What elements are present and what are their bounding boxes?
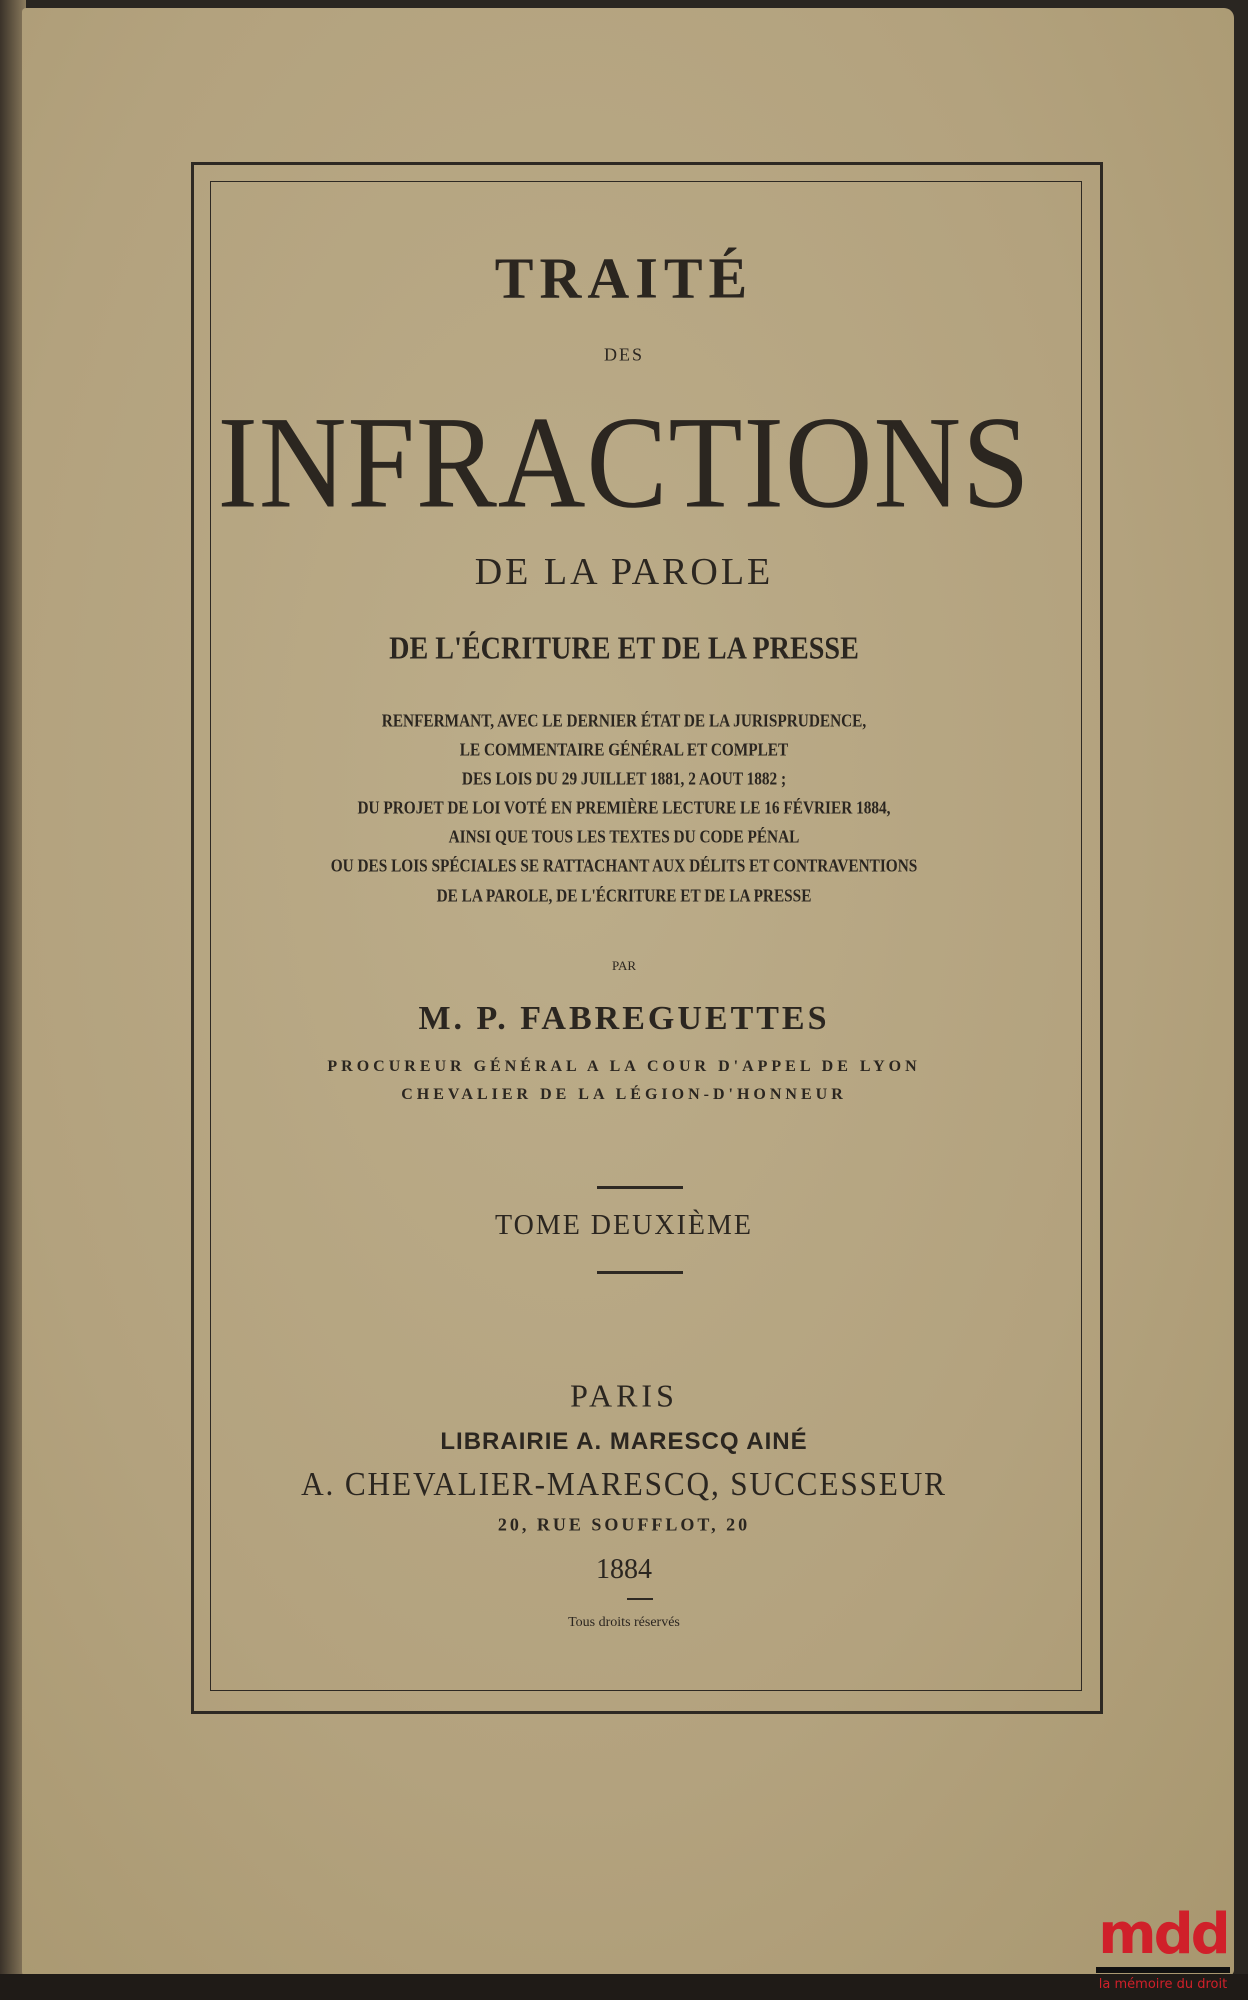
title-parole: DE LA PAROLE xyxy=(474,551,774,593)
publisher-successor: A. CHEVALIER-MARESCQ, SUCCESSEUR xyxy=(301,1466,947,1503)
author-name: M. P. FABREGUETTES xyxy=(418,1000,830,1037)
description-line: RENFERMANT, AVEC LE DERNIER ÉTAT DE LA JURISPRUDENCE, xyxy=(381,710,867,731)
author-role: PROCUREUR GÉNÉRAL A LA COUR D'APPEL DE LYON xyxy=(327,1058,921,1075)
mdd-logo xyxy=(1088,1902,1238,1992)
description-line: OU DES LOIS SPÉCIALES SE RATTACHANT AUX DÉLITS ET CONTRAVENTIONS xyxy=(330,855,918,876)
publisher-address: 20, RUE SOUFFLOT, 20 xyxy=(497,1514,751,1535)
rights-notice: Tous droits réservés xyxy=(568,1615,680,1630)
publisher-city: PARIS xyxy=(570,1377,678,1414)
description-line: DES LOIS DU 29 JUILLET 1881, 2 AOUT 1882 ; xyxy=(461,768,787,789)
divider xyxy=(597,1271,683,1274)
author-by: PAR xyxy=(611,958,637,973)
title-ecriture-presse: DE L'ÉCRITURE ET DE LA PRESSE xyxy=(389,629,859,666)
title-des: DES xyxy=(603,344,644,365)
volume-label: TOME DEUXIÈME xyxy=(494,1210,753,1241)
publication-year: 1884 xyxy=(596,1554,652,1585)
divider xyxy=(627,1598,653,1600)
logo-bar xyxy=(1096,1967,1230,1973)
publisher-name: LIBRAIRIE A. MARESCQ AINÉ xyxy=(440,1428,808,1455)
description-line: LE COMMENTAIRE GÉNÉRAL ET COMPLET xyxy=(459,739,789,760)
title-traite: TRAITÉ xyxy=(494,245,754,311)
divider xyxy=(597,1186,683,1189)
description-line: DU PROJET DE LOI VOTÉ EN PREMIÈRE LECTURE LE 16 FÉVRIER 1884, xyxy=(357,797,891,818)
author-distinction: CHEVALIER DE LA LÉGION-D'HONNEUR xyxy=(401,1086,847,1103)
logo-mark: mdd xyxy=(1098,1902,1228,1967)
title-infractions: INFRACTIONS xyxy=(217,388,1031,536)
description-line: AINSI QUE TOUS LES TEXTES DU CODE PÉNAL xyxy=(448,826,800,847)
scan-edge xyxy=(0,1974,1248,2000)
description-line: DE LA PAROLE, DE L'ÉCRITURE ET DE LA PRESSE xyxy=(436,885,812,906)
logo-tagline: la mémoire du droit xyxy=(1098,1977,1228,1992)
